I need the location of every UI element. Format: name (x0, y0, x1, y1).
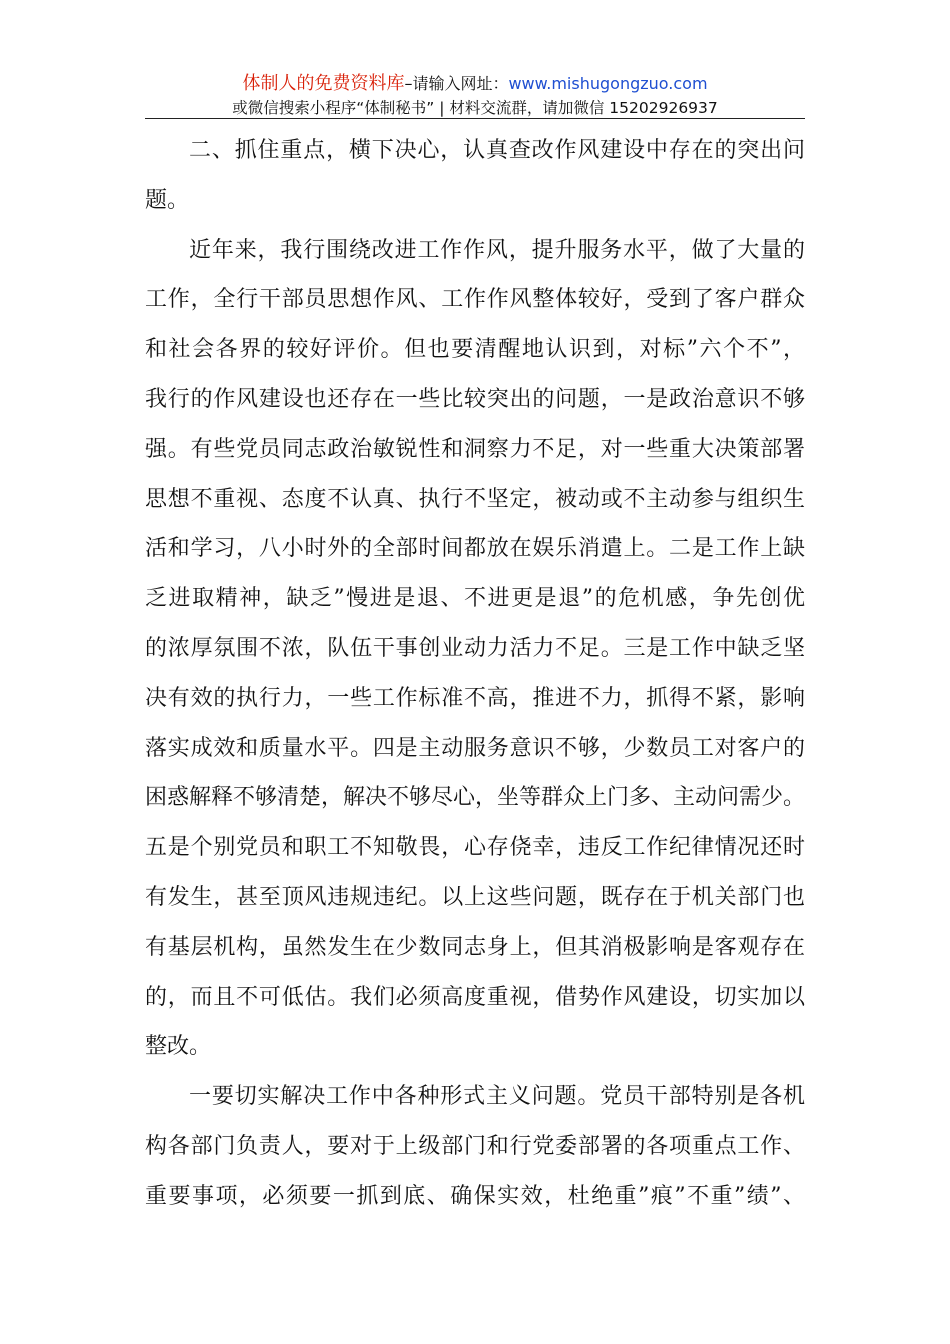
text-line: 近年来，我行围绕改进工作作风，提升服务水平，做了大量的 (189, 237, 805, 263)
text-line: 的浓厚氛围不浓，队伍干事创业动力活力不足。三是工作中缺乏坚 (145, 635, 805, 661)
header-brand: 体制人的免费资料库 (242, 73, 405, 94)
header-line-1 (145, 72, 805, 96)
page-header (145, 72, 805, 120)
header-line-2: 或微信搜索小程序“体制秘书” | 材料交流群，请加微信 15202926937 (232, 99, 718, 117)
text-line: 强。有些党员同志政治敏锐性和洞察力不足，对一些重大决策部署 (145, 436, 805, 462)
text-line: 整改。 (145, 1034, 212, 1060)
text-line: 重要事项，必须要一抓到底、确保实效，杜绝重”痕”不重”绩”、 (145, 1183, 805, 1209)
text-line: 一要切实解决工作中各种形式主义问题。党员干部特别是各机 (189, 1084, 805, 1110)
text-line: 有基层机构，虽然发生在少数同志身上，但其消极影响是客观存在 (145, 934, 805, 960)
text-line: 的，而且不可低估。我们必须高度重视，借势作风建设，切实加以 (145, 984, 805, 1010)
text-line: 二、抓住重点，横下决心，认真查改作风建设中存在的突出问 (189, 138, 805, 163)
header-divider (145, 118, 805, 119)
text-line: 困惑解释不够清楚，解决不够尽心，坐等群众上门多、主动问需少。 (145, 785, 806, 811)
header-url-link[interactable]: www.mishugongzuo.com (508, 74, 708, 93)
text-line: 和社会各界的较好评价。但也要清醒地认识到，对标”六个不”， (145, 337, 805, 363)
text-line: 构各部门负责人，要对于上级部门和行党委部署的各项重点工作、 (145, 1133, 805, 1159)
text-line: 决有效的执行力，一些工作标准不高，推进不力，抓得不紧，影响 (145, 685, 805, 711)
text-line: 活和学习，八小时外的全部时间都放在娱乐消遣上。二是工作上缺 (145, 536, 805, 562)
text-line: 工作，全行干部员思想作风、工作作风整体较好，受到了客户群众 (145, 287, 805, 313)
header-prompt: –请输入网址： (404, 74, 509, 93)
text-line: 乏进取精神，缺乏”慢进是退、不进更是退”的危机感，争先创优 (145, 586, 805, 612)
text-line: 五是个别党员和职工不知敬畏，心存侥幸，违反工作纪律情况还时 (145, 835, 805, 861)
document-body (145, 126, 805, 1222)
text-line: 我行的作风建设也还存在一些比较突出的问题，一是政治意识不够 (145, 386, 805, 412)
text-line: 落实成效和质量水平。四是主动服务意识不够，少数员工对客户的 (145, 735, 805, 761)
text-line: 思想不重视、态度不认真、执行不坚定，被动或不主动参与组织生 (145, 486, 805, 512)
text-line: 有发生，甚至顶风违规违纪。以上这些问题，既存在于机关部门也 (145, 884, 805, 910)
text-line: 题。 (145, 187, 190, 213)
